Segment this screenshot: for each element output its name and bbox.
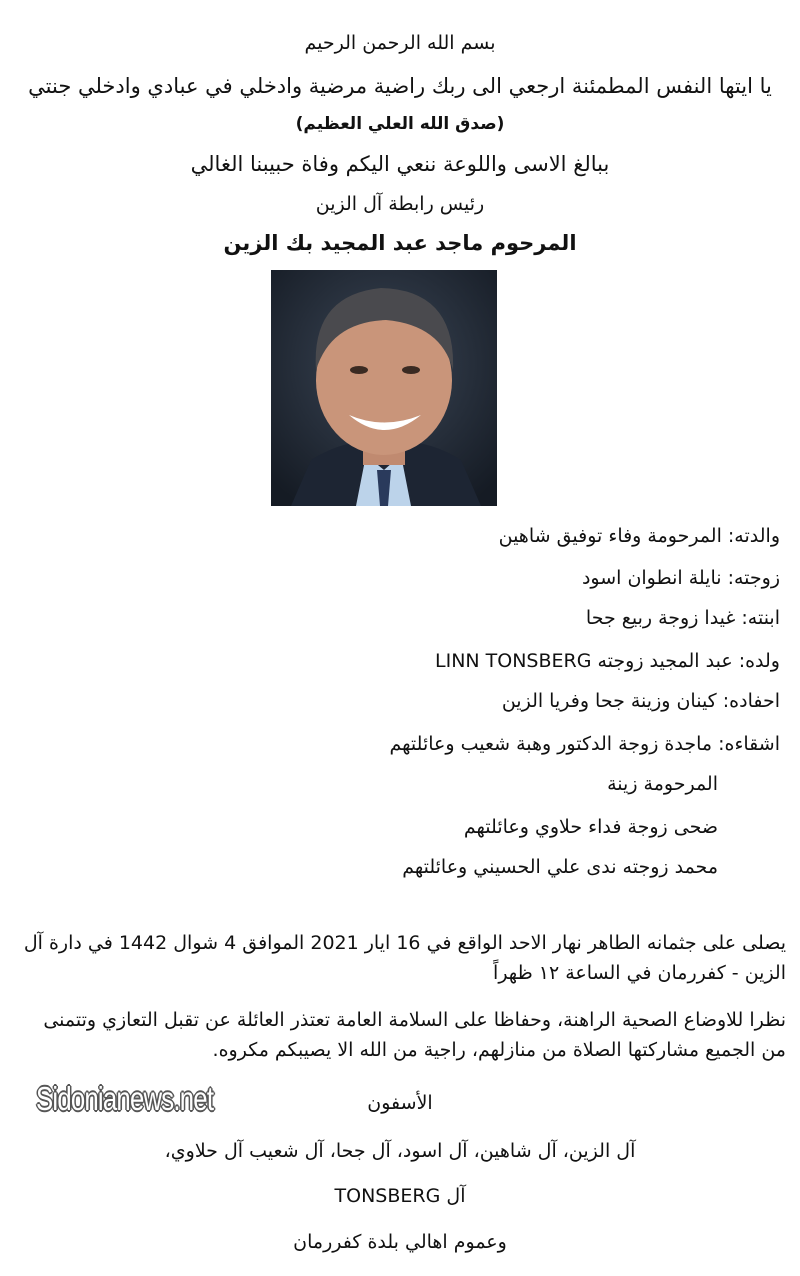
portrait-photo	[271, 270, 497, 506]
son-line: ولده: عبد المجيد زوجته LINN TONSBERG	[435, 650, 780, 672]
announcement: ببالغ الاسى واللوعة ننعي اليكم وفاة حبيبنا الغالي	[190, 152, 610, 176]
mourners-families: آل الزين، آل شاهين، آل اسود، آل جحا، آل شعيب آل حلاوي،	[164, 1140, 636, 1162]
verse-close: (صدق الله العلي العظيم)	[295, 114, 505, 134]
site-watermark: Sidonianews.net	[36, 1080, 214, 1117]
sibling-item: المرحومة زينة	[607, 773, 718, 795]
daughter-line: ابنته: غيدا زوجة ربيع جحا	[585, 607, 780, 629]
funeral-prayer: يصلى على جثمانه الطاهر نهار الاحد الواقع في 16 ايار 2021 الموافق 4 شوال 1442 في دارة آل الزين - كفررمان في الساعة ١٢ ظهراً	[23, 932, 786, 984]
basmala: بسم الله الرحمن الرحيم	[304, 32, 496, 54]
mother-line: والدته: المرحومة وفاء توفيق شاهين	[498, 525, 780, 547]
mourners-tonsberg: آل TONSBERG	[334, 1185, 466, 1207]
mourners-village: وعموم اهالي بلدة كفررمان	[293, 1231, 507, 1253]
sibling-item: ضحى زوجة فداء حلاوي وعائلتهم	[463, 816, 718, 838]
condolence-notice: نظرا للاوضاع الصحية الراهنة، وحفاظا على السلامة العامة تعتذر العائلة عن تقبل التعازي وتتمنى من الجميع مشاركتها الصلاة من منازلهم، راجية من الله الا يصيبكم مكروه.	[43, 1009, 786, 1061]
grandchildren-line: احفاده: كينان وزينة جحا وفريا الزين	[501, 690, 780, 712]
wife-line: زوجته: نايلة انطوان اسود	[581, 567, 780, 589]
position-title: رئيس رابطة آل الزين	[315, 193, 485, 215]
sibling-item: محمد زوجته ندى علي الحسيني وعائلتهم	[402, 856, 718, 878]
deceased-name: المرحوم ماجد عبد المجيد بك الزين	[223, 231, 577, 255]
quran-verse: يا ايتها النفس المطمئنة ارجعي الى ربك راضية مرضية وادخلي في عبادي وادخلي جنتي	[28, 74, 772, 98]
siblings-line: اشقاءه: ماجدة زوجة الدكتور وهبة شعيب وعائلتهم	[389, 733, 780, 755]
mourners-label: الأسفون	[367, 1092, 433, 1114]
